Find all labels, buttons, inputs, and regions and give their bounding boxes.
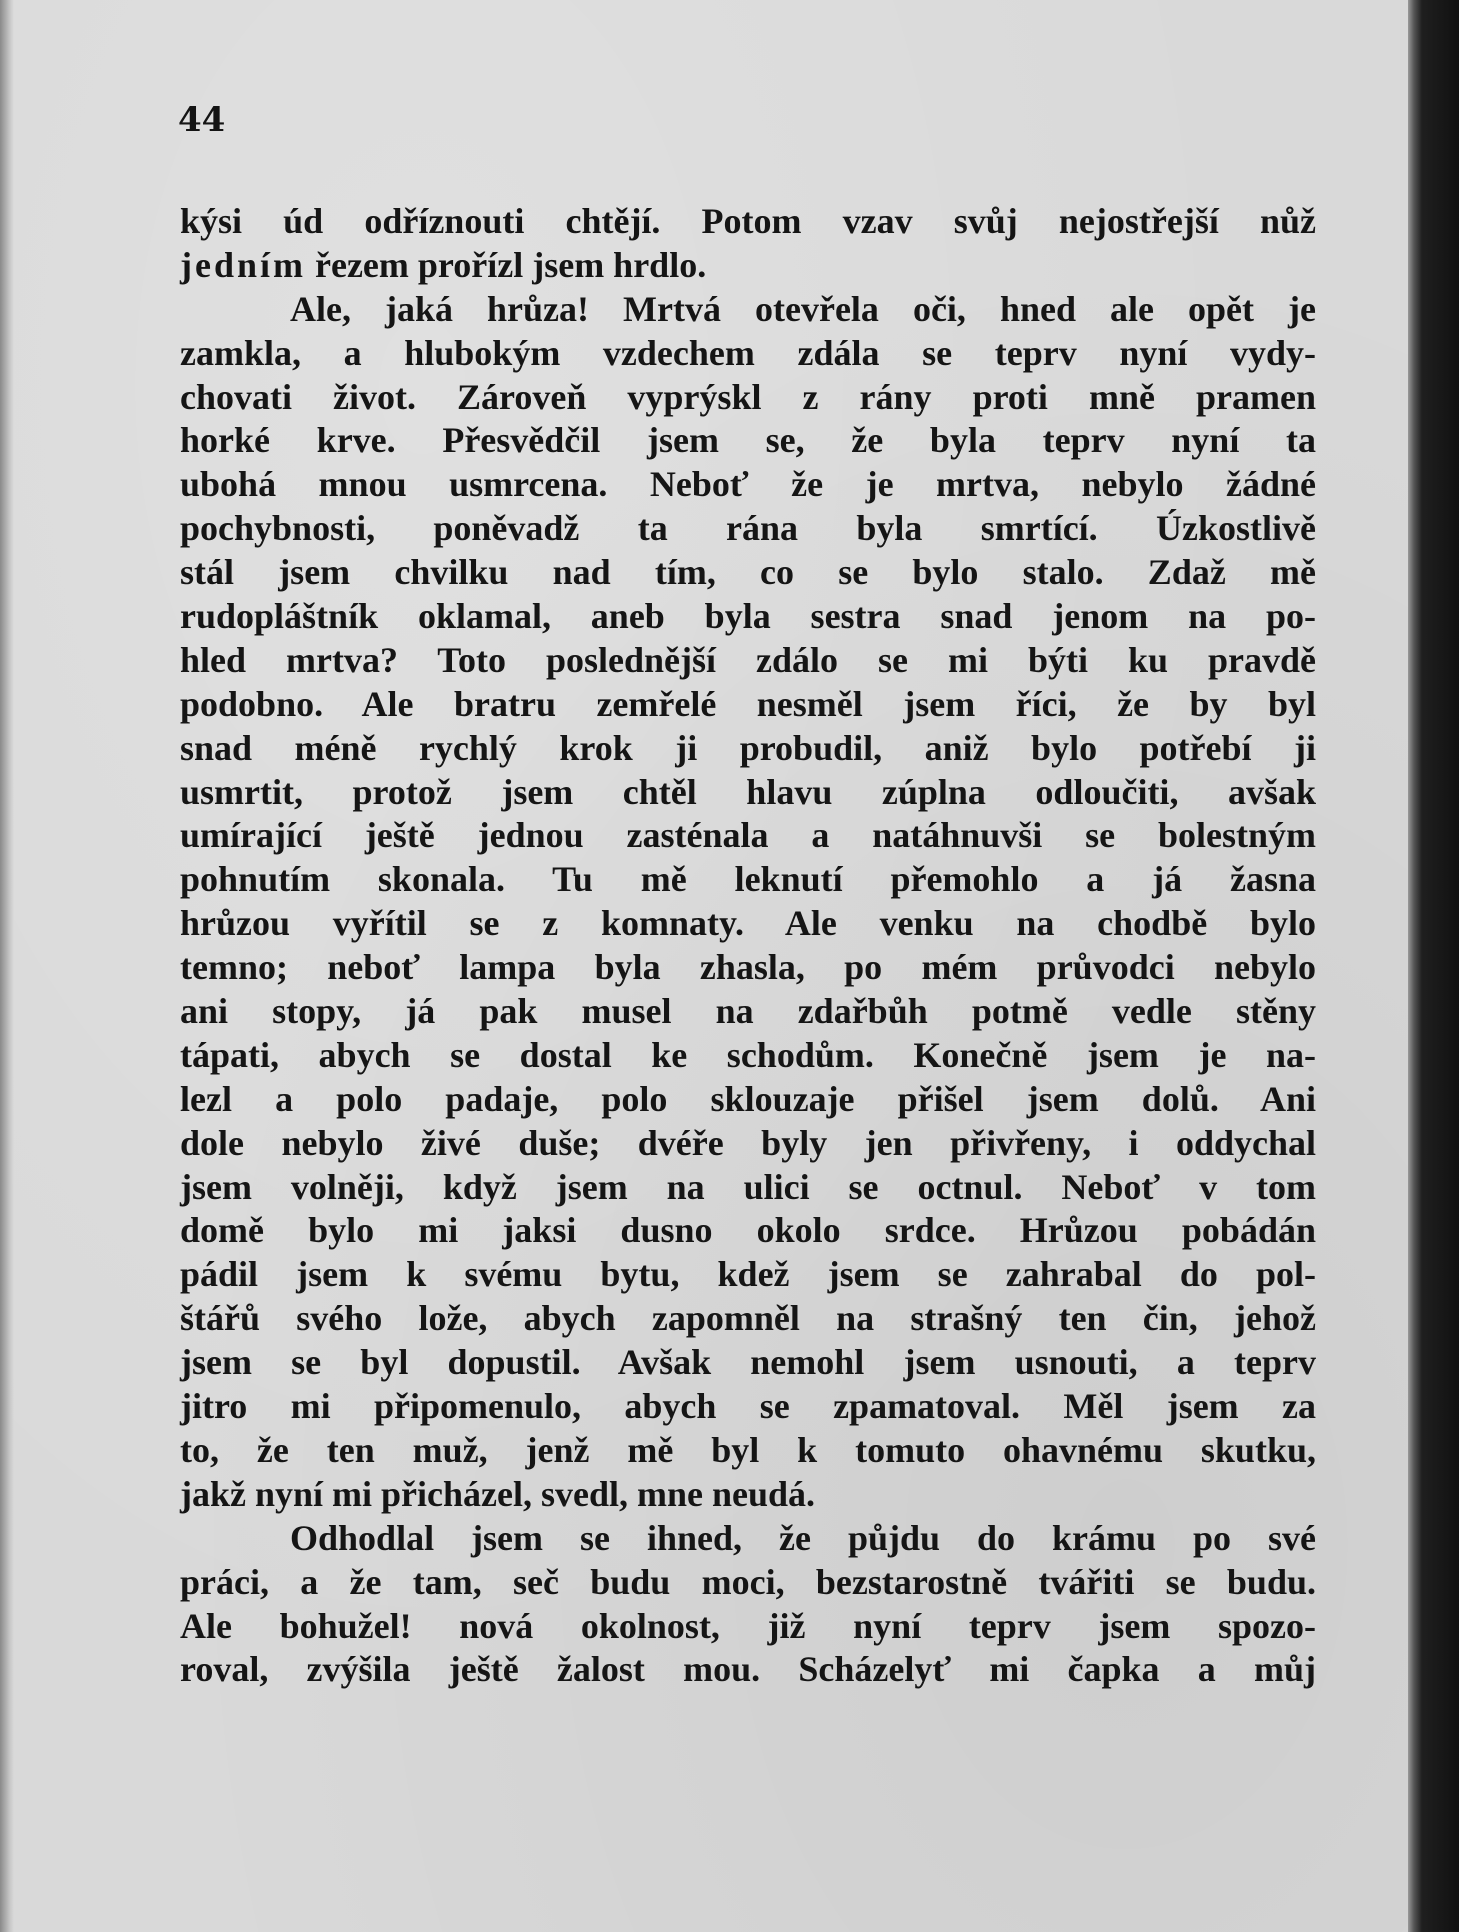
text-line [180,1605,1316,1649]
text-line-segment: ani stopy, já pak musel na zdařbůh potmě vedle stěny [180,991,1316,1032]
text-line [180,771,1316,815]
text-line-segment: jedním [180,244,306,285]
text-line-segment: jsem volněji, když jsem na ulici se octnul. Neboť v tom [180,1166,1316,1207]
text-line [180,1429,1316,1473]
text-line [180,1473,1316,1517]
text-line-segment: dole nebylo živé duše; dvéře byly jen přivřeny, i oddychal [180,1122,1316,1163]
text-line [180,463,1316,507]
text-line [180,990,1316,1034]
text-line-segment: jsem se byl dopustil. Avšak nemohl jsem usnouti, a teprv [180,1342,1316,1383]
text-line [180,1341,1316,1385]
page-left-edge [0,0,14,1932]
text-line [180,507,1316,551]
text-line [180,1648,1316,1692]
text-line-segment: ubohá mnou usmrcena. Neboť že je mrtva, nebylo žádné [180,464,1316,505]
page-number: 44 [178,100,226,140]
text-line-segment: temno; neboť lampa byla zhasla, po mém průvodci nebylo [180,947,1316,988]
text-line-segment: tápati, abych se dostal ke schodům. Konečně jsem je na- [180,1034,1316,1075]
text-line-segment: řezem prořízl jsem hrdlo. [306,244,707,285]
text-line-segment: jitro mi připomenulo, abych se zpamatoval. Měl jsem za [180,1386,1316,1427]
text-line [180,1297,1316,1341]
text-line [180,1166,1316,1210]
book-binding-edge [1408,0,1459,1932]
text-line-segment: snad méně rychlý krok ji probudil, aniž bylo potřebí ji [180,727,1316,768]
text-line-segment: hled mrtva? Toto poslednější zdálo se mi býti ku pravdě [180,639,1316,680]
text-line-segment: pochybnosti, poněvadž ta rána byla smrtící. Úzkostlivě [180,508,1316,549]
body-text [180,200,1316,1692]
text-line [180,1122,1316,1166]
text-line [180,639,1316,683]
text-line [180,902,1316,946]
text-line [180,332,1316,376]
text-line-segment: hrůzou vyřítil se z komnaty. Ale venku na chodbě bylo [180,903,1316,944]
text-line-segment: kýsi úd odříznouti chtějí. Potom vzav svůj nejostřejší nůž [180,201,1316,241]
text-line-segment: zamkla, a hlubokým vzdechem zdála se teprv nyní vydy- [180,332,1316,373]
text-line [180,1253,1316,1297]
text-line-segment: lezl a polo padaje, polo sklouzaje přišel jsem dolů. Ani [180,1078,1316,1119]
text-line [180,1561,1316,1605]
text-line-segment: práci, a že tam, seč budu moci, bezstarostně tvářiti se budu. [180,1561,1316,1602]
text-line [180,1517,1316,1561]
text-line-segment: Odhodlal jsem se ihned, že půjdu do krámu po své [290,1517,1316,1558]
text-line-segment: stál jsem chvilku nad tím, co se bylo stalo. Zdaž mě [180,552,1316,593]
text-line-segment: horké krve. Přesvědčil jsem se, že byla teprv nyní ta [180,420,1316,461]
text-line [180,1034,1316,1078]
text-line [180,419,1316,463]
text-line-segment: roval, zvýšila ještě žalost mou. Scházelyť mi čapka a můj [180,1649,1316,1690]
text-line [180,200,1316,244]
text-line [180,1209,1316,1253]
text-line-segment: jakž nyní mi přicházel, svedl, mne neudá. [180,1473,816,1514]
text-line [180,1385,1316,1429]
text-line [180,727,1316,771]
text-line-segment: umírající ještě jednou zasténala a natáhnuvši se bolestným [180,815,1316,856]
text-line [180,376,1316,420]
text-line-segment: chovati život. Zároveň vyprýskl z rány proti mně pramen [180,376,1316,417]
text-line-segment: Ale, jaká hrůza! Mrtvá otevřela oči, hned ale opět je [290,288,1316,329]
text-line-segment: podobno. Ale bratru zemřelé nesměl jsem říci, že by byl [180,683,1316,724]
text-line-segment: pádil jsem k svému bytu, kdež jsem se zahrabal do pol- [180,1254,1316,1295]
text-line-segment: usmrtit, protož jsem chtěl hlavu zúplna odloučiti, avšak [180,771,1316,812]
text-line [180,858,1316,902]
text-line-segment: Ale bohužel! nová okolnost, již nyní teprv jsem spozo- [180,1605,1316,1646]
text-line-segment: to, že ten muž, jenž mě byl k tomuto ohavnému skutku, [180,1429,1316,1470]
text-line-segment: štářů svého lože, abych zapomněl na strašný ten čin, jehož [180,1298,1316,1339]
text-line-segment: domě bylo mi jaksi dusno okolo srdce. Hrůzou pobádán [180,1210,1316,1251]
text-line [180,683,1316,727]
text-line [180,1078,1316,1122]
text-line [180,814,1316,858]
text-line [180,288,1316,332]
text-line [180,946,1316,990]
text-line [180,595,1316,639]
text-line-segment: rudopláštník oklamal, aneb byla sestra snad jenom na po- [180,596,1316,637]
text-line-segment: pohnutím skonala. Tu mě leknutí přemohlo a já žasna [180,859,1316,900]
text-line [180,244,1316,288]
text-line [180,551,1316,595]
